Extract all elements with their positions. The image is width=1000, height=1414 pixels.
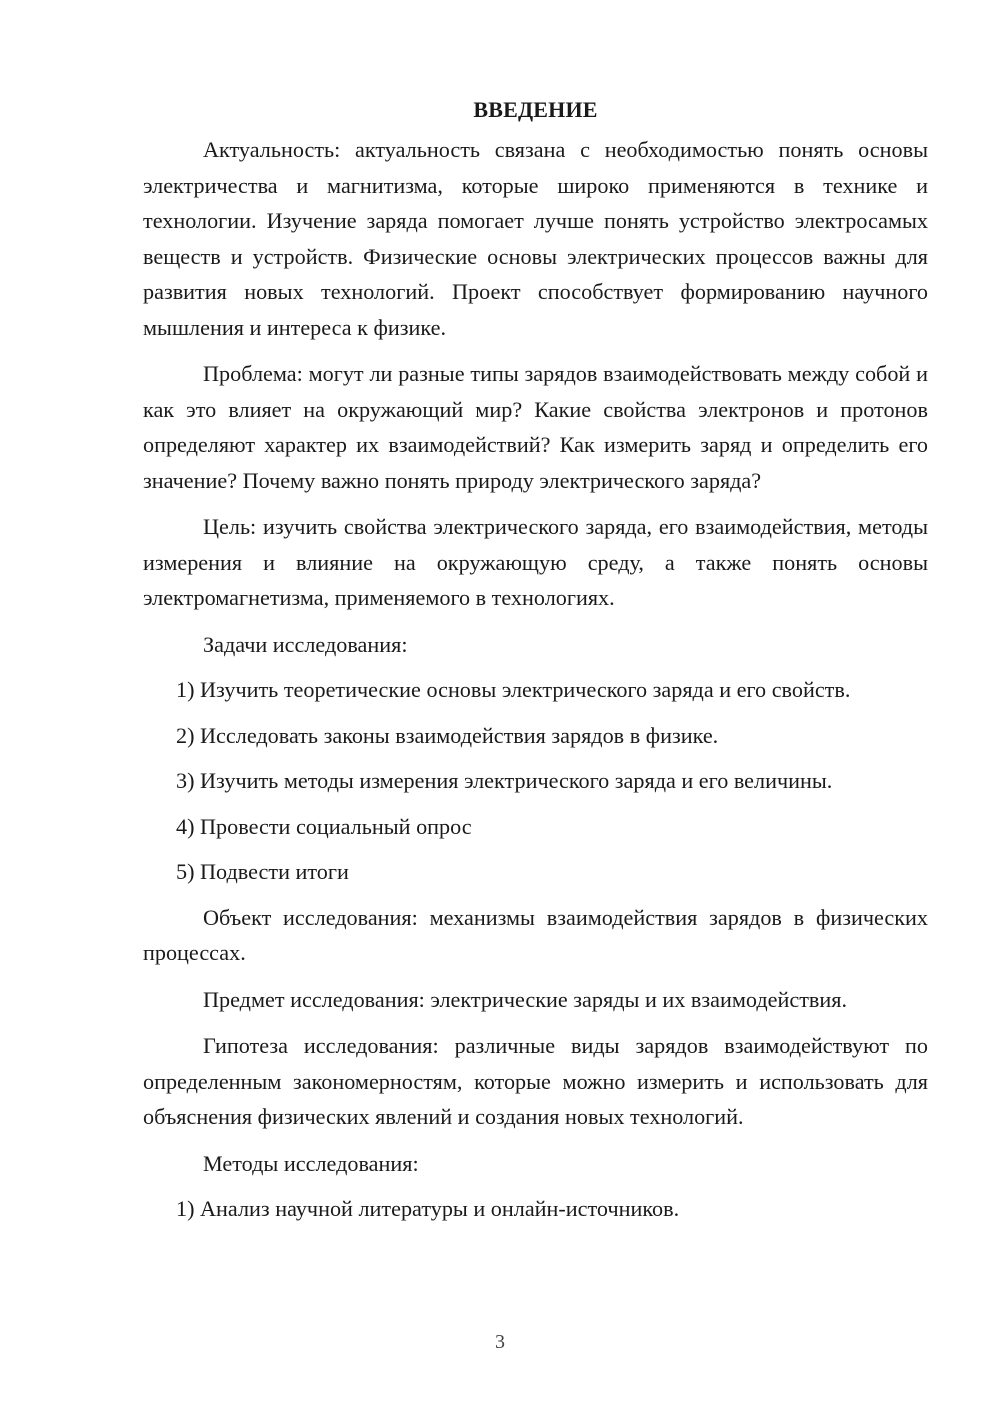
document-page: [143, 92, 928, 1237]
page-number: 3: [495, 1331, 505, 1353]
methods-list: [143, 1191, 928, 1227]
problem-paragraph: Проблема: могут ли разные типы зарядов взаимодействовать между собой и как это влияет на окружающий мир? Какие свойства электронов и протонов определяют характер их взаимодействий? Как измерить заряд и определить его значение? Почему важно понять природу электрического заряда?: [143, 361, 928, 493]
relevance-paragraph: Актуальность: актуальность связана с необходимостью понять основы электричества и магнитизма, которые широко применяются в технике и технологии. Изучение заряда помогает лучше понять устройство электросамых веществ и устройств. Физические основы электрических процессов важны для развития новых технологий. Проект способствует формированию научного мышления и интереса к физике.: [143, 137, 928, 340]
list-item: 2) Исследовать законы взаимодействия зарядов в физике.: [176, 722, 719, 748]
list-item: 4) Провести социальный опрос: [176, 813, 472, 839]
subject-paragraph: Предмет исследования: электрические заряды и их взаимодействия.: [203, 986, 847, 1012]
tasks-list: [143, 672, 928, 890]
object-paragraph: Объект исследования: механизмы взаимодействия зарядов в физических процессах.: [143, 904, 928, 965]
list-item: 5) Подвести итоги: [176, 859, 349, 884]
list-item: 1) Изучить теоретические основы электрического заряда и его свойств.: [176, 677, 851, 702]
methods-label: Методы исследования:: [203, 1150, 419, 1176]
list-item: 1) Анализ научной литературы и онлайн-источников.: [176, 1196, 680, 1221]
tasks-label: Задачи исследования:: [203, 631, 408, 657]
hypothesis-paragraph: Гипотеза исследования: различные виды зарядов взаимодействуют по определенным закономерностям, которые можно измерить и использовать для объяснения физических явлений и создания новых технологий.: [143, 1033, 928, 1129]
goal-paragraph: Цель: изучить свойства электрического заряда, его взаимодействия, методы измерения и влияние на окружающую среду, а также понять основы электромагнетизма, применяемого в технологиях.: [143, 514, 928, 610]
page-title: ВВЕДЕНИЕ: [473, 97, 598, 122]
list-item: 3) Изучить методы измерения электрического заряда и его величины.: [176, 768, 833, 793]
